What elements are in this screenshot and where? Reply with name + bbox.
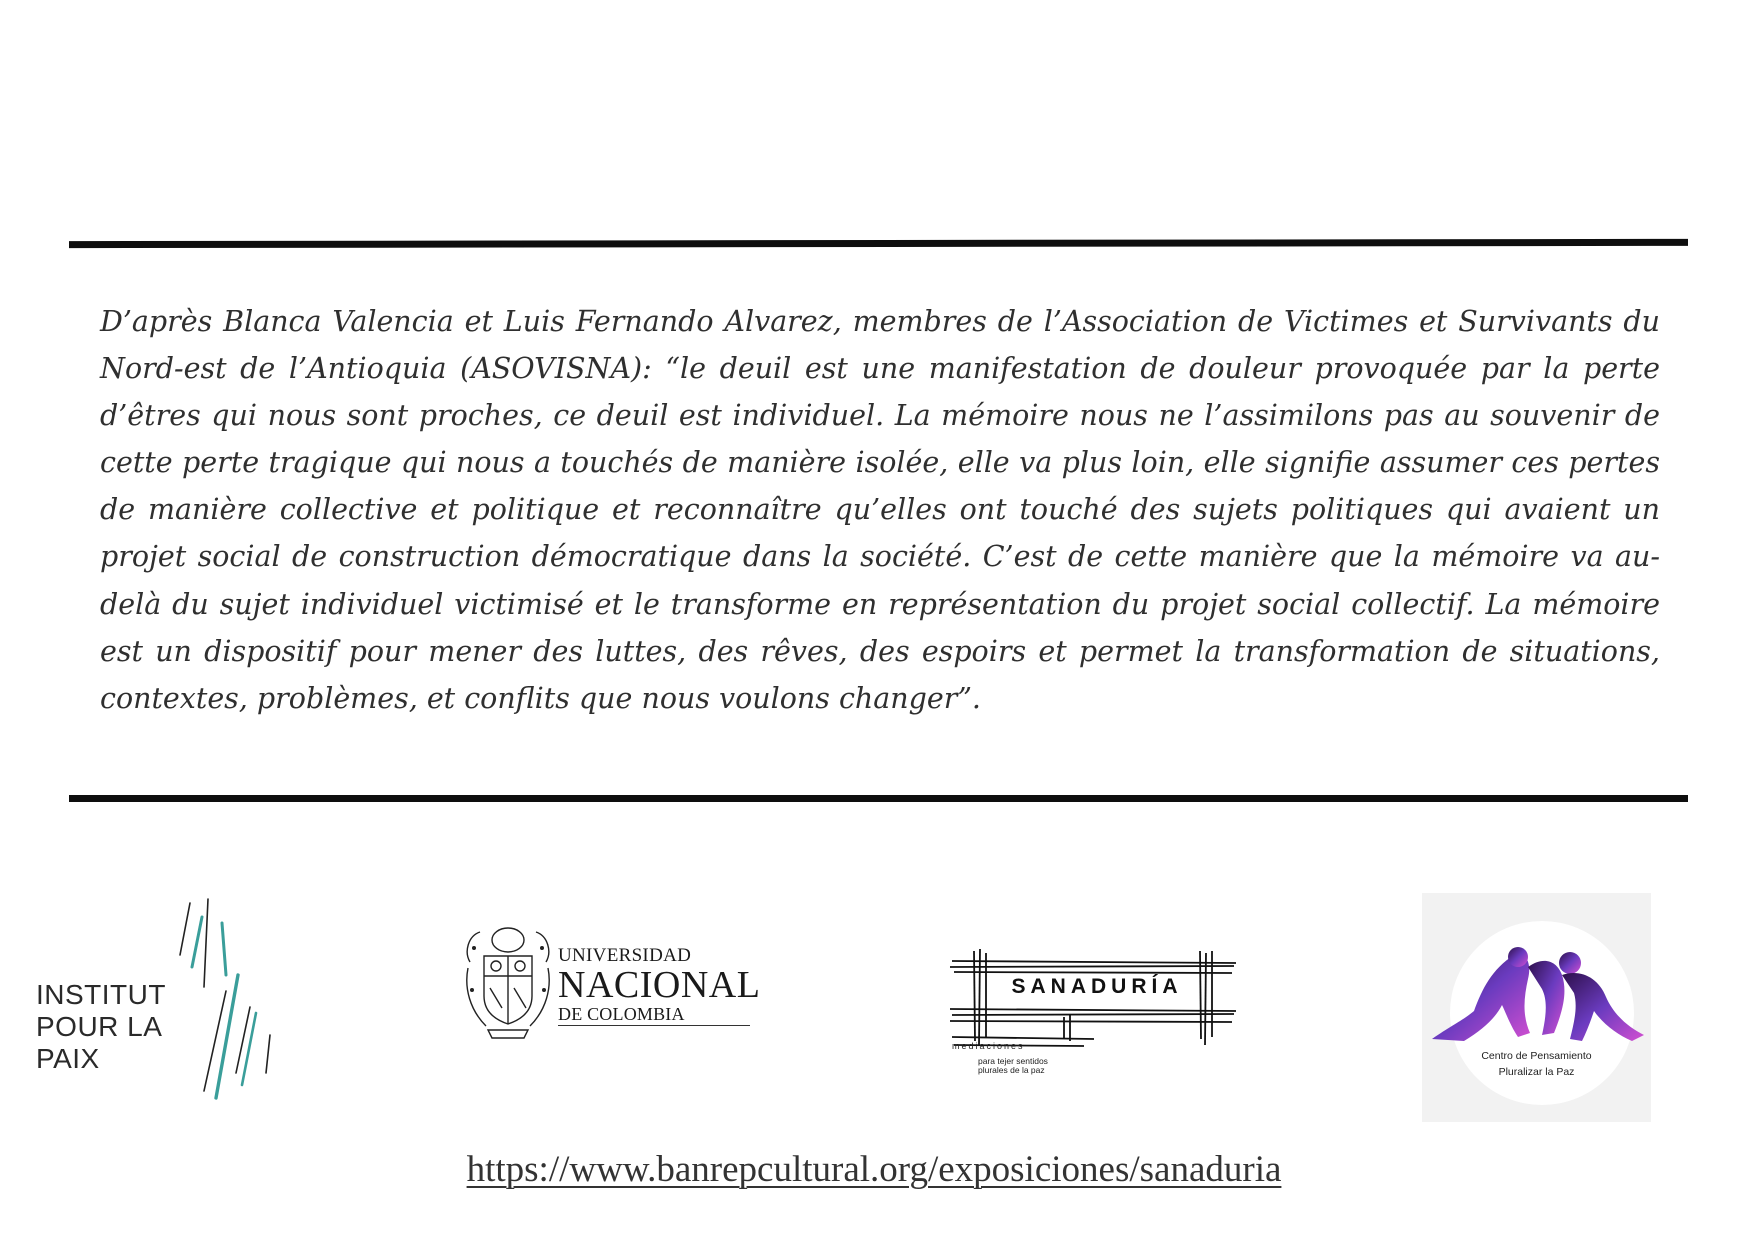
- universidad-nacional-logo: [460, 918, 760, 1043]
- institut-line-1: INSTITUT: [36, 979, 166, 1010]
- coat-of-arms-icon: [460, 918, 556, 1043]
- centro-caption-line-1: Centro de Pensamiento: [1481, 1050, 1592, 1062]
- centro-caption: [1422, 1048, 1651, 1080]
- sanaduria-logo: [944, 945, 1244, 1095]
- figures-silhouette-icon: [1422, 893, 1651, 1122]
- unal-wordmark: [558, 946, 760, 1026]
- institut-line-3: PAIX: [36, 1043, 100, 1074]
- top-divider: [69, 239, 1688, 248]
- institut-pour-la-paix-logo: [36, 895, 276, 1105]
- sanaduria-subtitle: mediaciones: [952, 1041, 1025, 1051]
- sanaduria-tagline: para tejer sentidos plurales de la paz: [978, 1056, 1048, 1075]
- institut-line-2: POUR LA: [36, 1011, 163, 1042]
- unal-line-2: NACIONAL: [558, 964, 761, 1006]
- bottom-divider: [69, 795, 1688, 802]
- centro-de-pensamiento-logo: [1422, 893, 1651, 1122]
- institut-name: [36, 979, 166, 1075]
- unal-line-1: UNIVERSIDAD: [558, 945, 692, 966]
- exhibition-link[interactable]: https://www.banrepcultural.org/exposiciones/sanaduria: [466, 1149, 1282, 1190]
- unal-line-3: DE COLOMBIA: [558, 1004, 750, 1026]
- quote-paragraph: D’après Blanca Valencia et Luis Fernando Alvarez, membres de l’Association de Victimes et Survivants du Nord-est de l’Antioquia (ASOVISNA): “le deuil est une manifestation de douleur provoquée par la perte d’êtres qui nous sont proches, ce deuil est individuel. La mémoire nous ne l’assimilons pas au souvenir de cette perte tragique qui nous a touchés de manière isolée, elle va plus loin, elle signifie assumer ces pertes de manière collective et politique et reconnaître qu’elles ont touché des sujets politiques qui avaient un projet social de construction démocratique dans la société. C’est de cette manière que la mémoire va au-delà du sujet individuel victimisé et le transforme en représentation du projet social collectif. La mémoire est un dispositif pour mener des luttes, des rêves, des espoirs et permet la transformation de situations, contextes, problèmes, et conflits que nous voulons changer”.: [100, 305, 1660, 715]
- sanaduria-title: SANADURÍA: [1011, 975, 1183, 998]
- centro-caption-line-2: Pluralizar la Paz: [1498, 1066, 1575, 1078]
